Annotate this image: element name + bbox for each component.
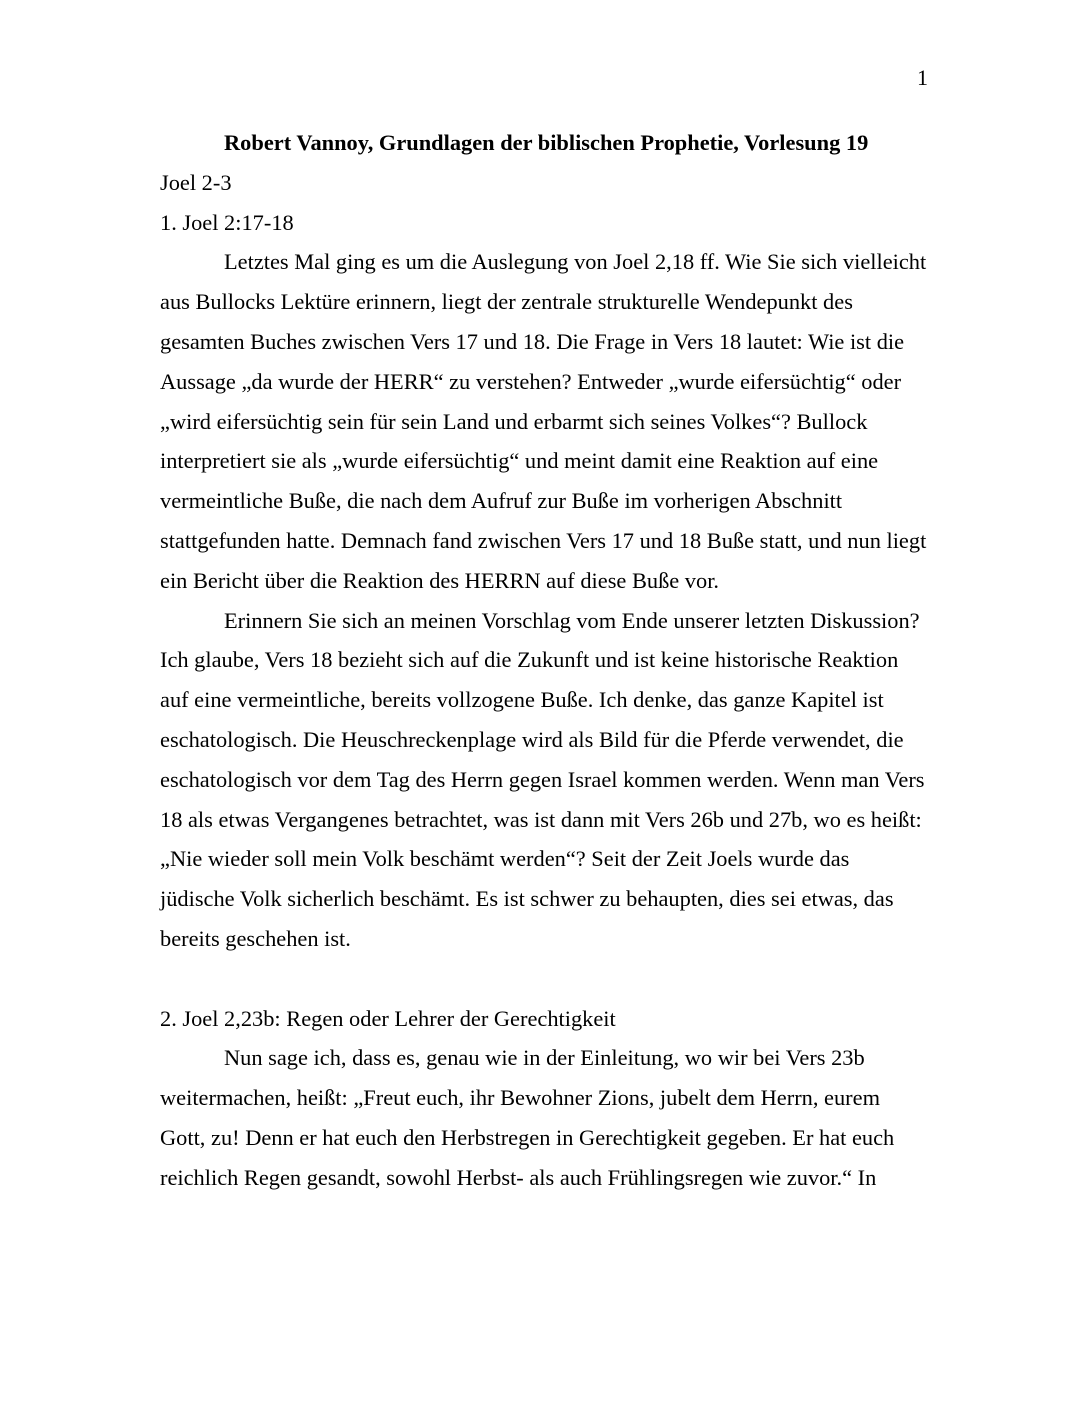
section-1-paragraph-1: Letztes Mal ging es um die Auslegung von Joel 2,18 ff. Wie Sie sich vielleicht aus Bullocks Lektüre erinnern, liegt der zentrale strukturelle Wendepunkt des gesamten Buches zwischen Vers 17 und 18. Die Frage in Vers 18 lautet: Wie ist die Aussage „da wurde der HERR“ zu verstehen? Entweder „wurde eifersüchtig“ oder „wird eifersüchtig sein für sein Land und erbarmt sich seines Volkes“? Bullock interpretiert sie als „wurde eifersüchtig“ und meint damit eine Reaktion auf eine vermeintliche Buße, die nach dem Aufruf zur Buße im vorherigen Abschnitt stattgefunden hatte. Demnach fand zwischen Vers 17 und 18 Buße statt, und nun liegt ein Bericht über die Reaktion des HERRN auf diese Buße vor.: [160, 249, 927, 593]
section-1-paragraph-2: Erinnern Sie sich an meinen Vorschlag vom Ende unserer letzten Diskussion? Ich glaube, Vers 18 bezieht sich auf die Zukunft und ist keine historische Reaktion auf eine vermeintliche, bereits vollzogene Buße. Ich denke, das ganze Kapitel ist eschatologisch. Die Heuschreckenplage wird als Bild für die Pferde verwendet, die eschatologisch vor dem Tag des Herrn gegen Israel kommen werden. Wenn man Vers 18 als etwas Vergangenes betrachtet, was ist dann mit Vers 26b und 27b, wo es heißt: „Nie wieder soll mein Volk beschämt werden“? Seit der Zeit Joels wurde das jüdische Volk sicherlich beschämt. Es ist schwer zu behaupten, dies sei etwas, das bereits geschehen ist.: [160, 607, 925, 951]
section-2-paragraph-1: Nun sage ich, dass es, genau wie in der Einleitung, wo wir bei Vers 23b weitermachen, heißt: „Freut euch, ihr Bewohner Zions, jubelt dem Herrn, eurem Gott, zu! Denn er hat euch den Herbstregen in Gerechtigkeit gegeben. Er hat euch reichlich Regen gesandt, sowohl Herbst- als auch Frühlingsregen wie zuvor.“ In: [160, 1045, 895, 1190]
document-body: [160, 123, 928, 1198]
document-subtitle: Joel 2-3: [160, 169, 232, 195]
section-2-heading: 2. Joel 2,23b: Regen oder Lehrer der Gerechtigkeit: [160, 1005, 616, 1031]
section-1-heading: 1. Joel 2:17-18: [160, 209, 294, 235]
page-number: 1: [917, 65, 928, 90]
section-spacer: [160, 959, 928, 999]
document-title: Robert Vannoy, Grundlagen der biblischen Prophetie, Vorlesung 19: [224, 130, 869, 155]
